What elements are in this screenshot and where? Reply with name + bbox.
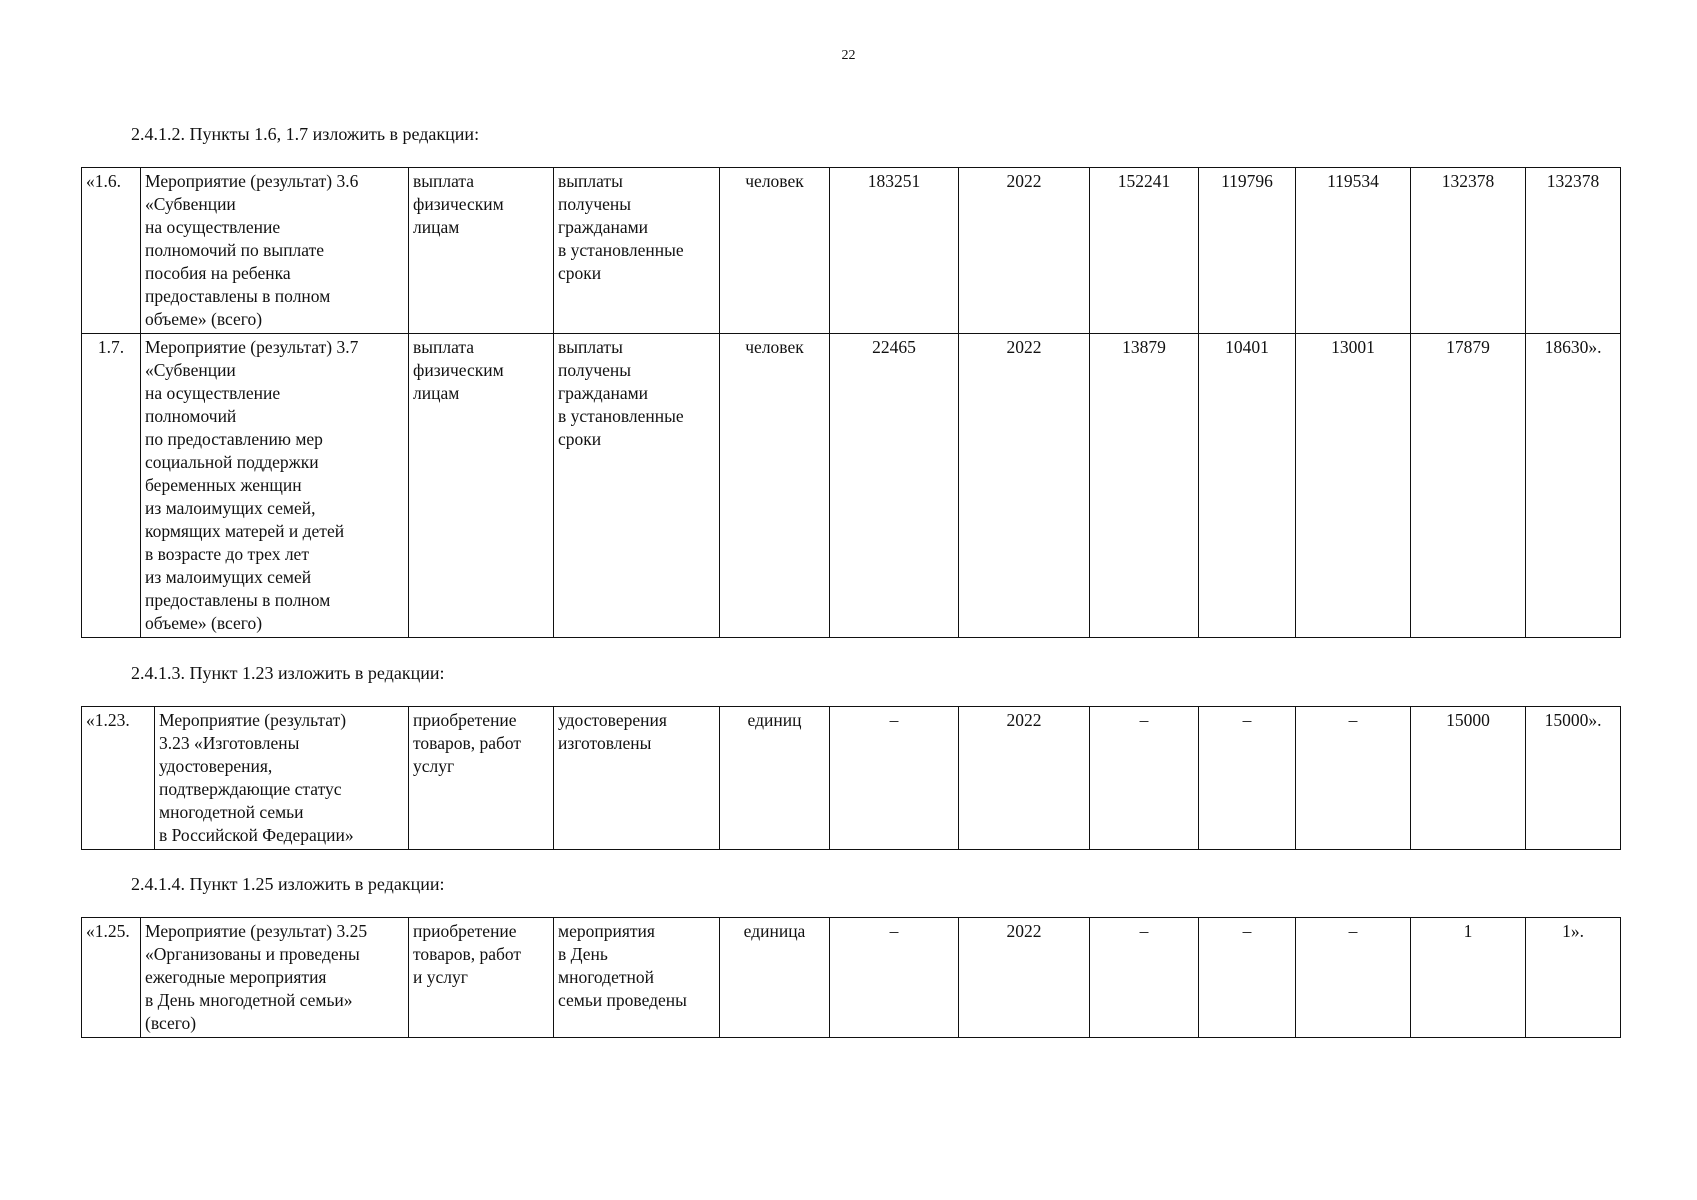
year-value-5: 15000».: [1526, 707, 1621, 850]
base-year: 2022: [959, 168, 1090, 334]
page-number: 22: [841, 48, 856, 63]
table-row: [82, 707, 1621, 850]
year-value-4: 132378: [1411, 168, 1526, 334]
year-value-4: 17879: [1411, 334, 1526, 638]
row-number: «1.23.: [82, 707, 155, 850]
row-number: «1.6.: [82, 168, 141, 334]
year-value-2: –: [1199, 707, 1296, 850]
section-heading: 2.4.1.2. Пункты 1.6, 1.7 изложить в редакции:: [131, 124, 480, 144]
year-value-3: –: [1296, 707, 1411, 850]
event-title: Мероприятие (результат) 3.6 «Субвенции на осуществление полномочий по выплате пособия на ребенка предоставлены в полном объеме» (всего): [141, 168, 409, 334]
unit-of-measure: человек: [720, 334, 830, 638]
year-value-1: 152241: [1090, 168, 1199, 334]
table-row: [82, 918, 1621, 1038]
year-value-2: –: [1199, 918, 1296, 1038]
year-value-4: 1: [1411, 918, 1526, 1038]
table-row: [82, 168, 1621, 334]
base-value: 22465: [830, 334, 959, 638]
indicator-table: [81, 917, 1621, 1038]
event-characteristic: выплаты получены гражданами в установленные сроки: [554, 334, 720, 638]
base-value: 183251: [830, 168, 959, 334]
event-type: приобретение товаров, работ и услуг: [409, 918, 554, 1038]
base-year: 2022: [959, 918, 1090, 1038]
section-heading: 2.4.1.4. Пункт 1.25 изложить в редакции:: [131, 874, 445, 894]
base-value: –: [830, 707, 959, 850]
event-title: Мероприятие (результат) 3.7 «Субвенции на осуществление полномочий по предоставлению мер социальной поддержки беременных женщин из малоимущих семей, кормящих матерей и детей в возрасте до трех лет из малоимущих семей предоставлены в полном объеме» (всего): [141, 334, 409, 638]
base-value: –: [830, 918, 959, 1038]
base-year: 2022: [959, 334, 1090, 638]
event-type: выплата физическим лицам: [409, 334, 554, 638]
year-value-1: –: [1090, 918, 1199, 1038]
year-value-1: –: [1090, 707, 1199, 850]
event-characteristic: выплаты получены гражданами в установленные сроки: [554, 168, 720, 334]
event-characteristic: мероприятия в День многодетной семьи проведены: [554, 918, 720, 1038]
row-number: «1.25.: [82, 918, 141, 1038]
year-value-3: 13001: [1296, 334, 1411, 638]
event-type: приобретение товаров, работ услуг: [409, 707, 554, 850]
unit-of-measure: единиц: [720, 707, 830, 850]
event-title: Мероприятие (результат) 3.25 «Организованы и проведены ежегодные мероприятия в День многодетной семьи» (всего): [141, 918, 409, 1038]
year-value-5: 1».: [1526, 918, 1621, 1038]
unit-of-measure: единица: [720, 918, 830, 1038]
indicator-table: [81, 706, 1621, 850]
row-number: 1.7.: [82, 334, 141, 638]
year-value-1: 13879: [1090, 334, 1199, 638]
table-row: [82, 334, 1621, 638]
year-value-5: 132378: [1526, 168, 1621, 334]
event-characteristic: удостоверения изготовлены: [554, 707, 720, 850]
unit-of-measure: человек: [720, 168, 830, 334]
event-title: Мероприятие (результат) 3.23 «Изготовлены удостоверения, подтверждающие статус многодетной семьи в Российской Федерации»: [155, 707, 409, 850]
year-value-4: 15000: [1411, 707, 1526, 850]
indicator-table: [81, 167, 1621, 638]
section-heading: 2.4.1.3. Пункт 1.23 изложить в редакции:: [131, 663, 445, 683]
year-value-3: 119534: [1296, 168, 1411, 334]
year-value-5: 18630».: [1526, 334, 1621, 638]
year-value-3: –: [1296, 918, 1411, 1038]
year-value-2: 119796: [1199, 168, 1296, 334]
base-year: 2022: [959, 707, 1090, 850]
year-value-2: 10401: [1199, 334, 1296, 638]
event-type: выплата физическим лицам: [409, 168, 554, 334]
